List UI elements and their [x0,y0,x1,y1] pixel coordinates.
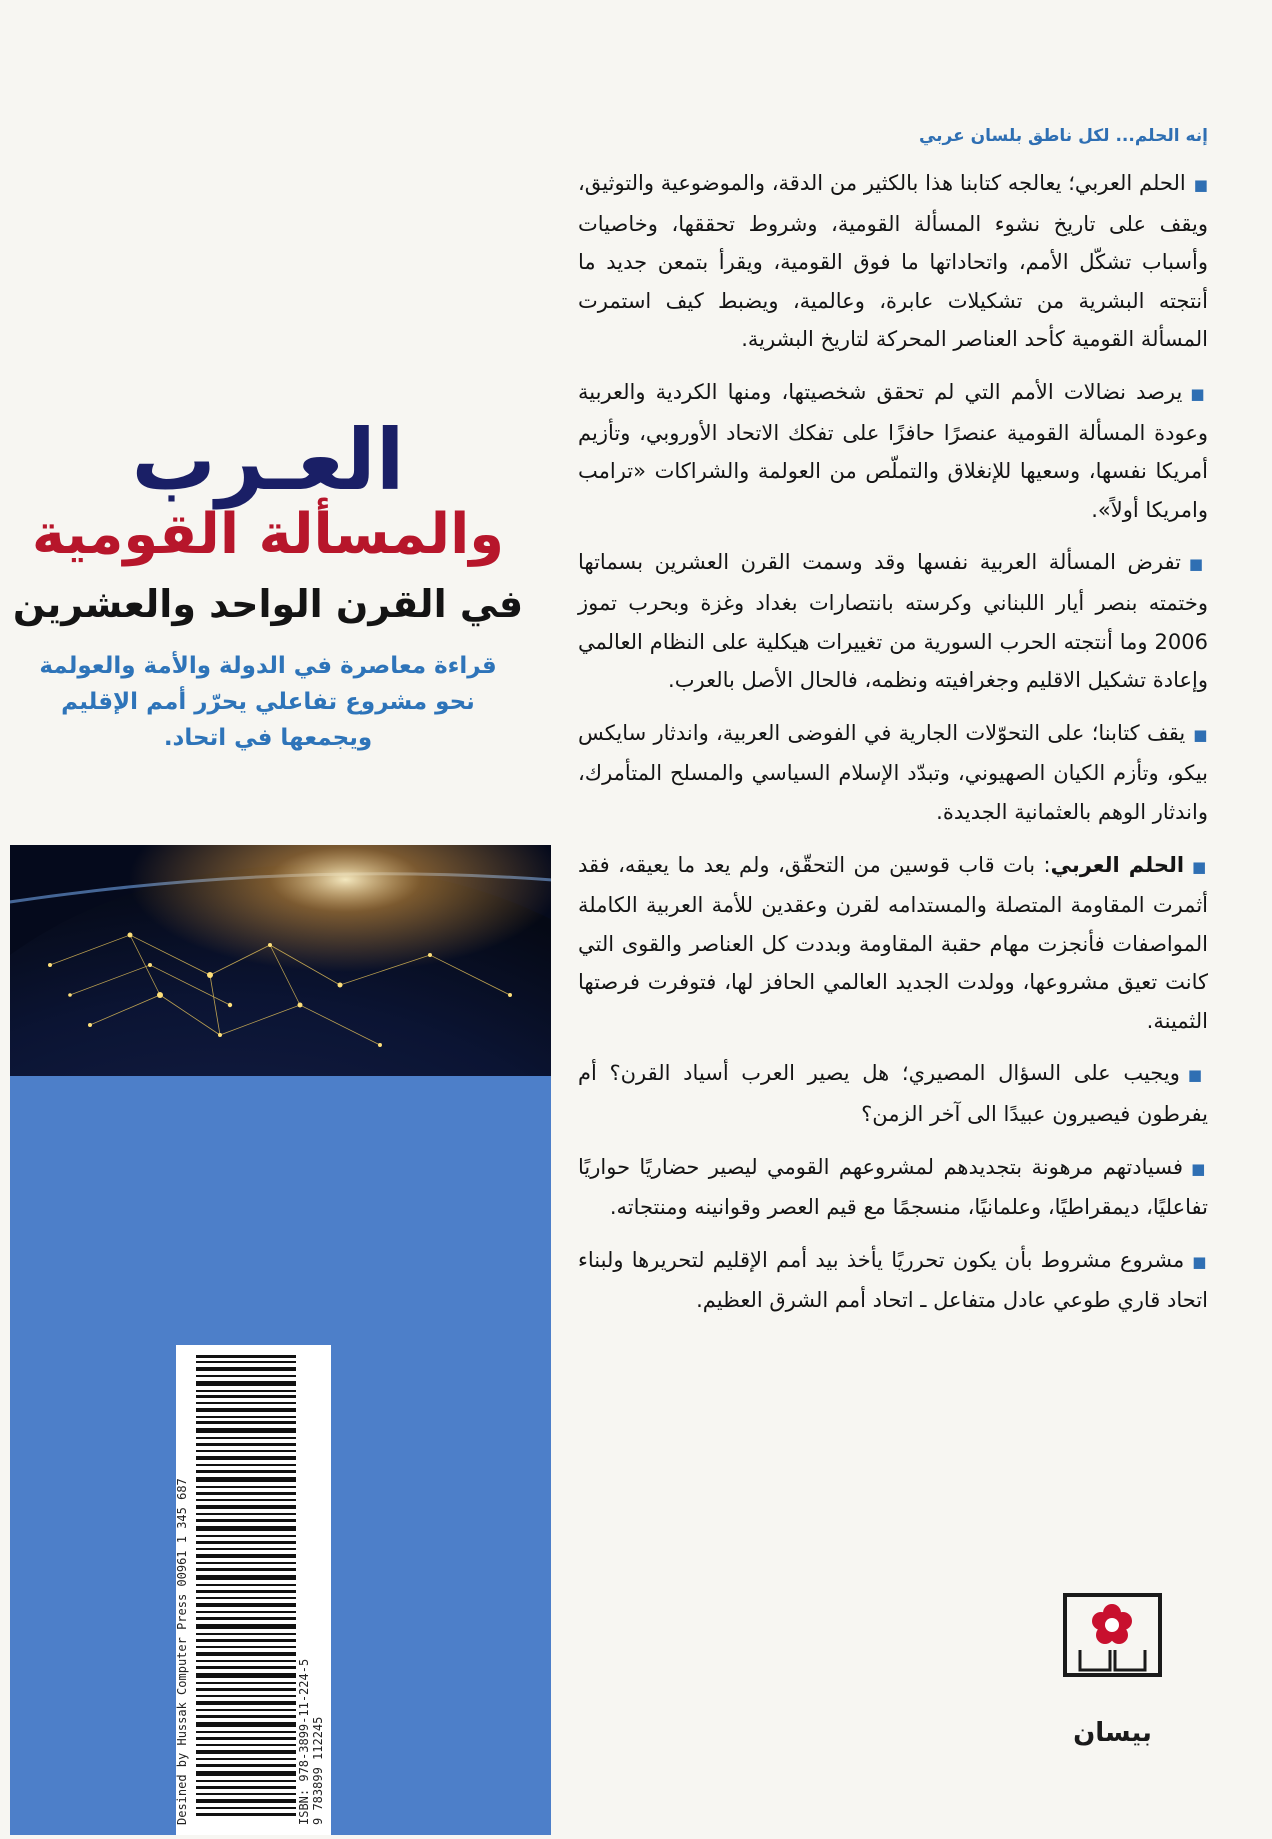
book-title-line1: العـرب [131,411,405,509]
barcode-credit: Desined by Hussak Computer Press 00961 1 345 687 [176,1478,189,1825]
bullet-icon: ■ [1191,1159,1208,1178]
title-block [0,411,536,756]
bullet-icon: ■ [1193,176,1208,194]
description-column [578,126,1208,1334]
subtitle-line1: قراءة معاصرة في الدولة والأمة والعولمة [39,653,497,679]
barcode-isbn: ISBN: 978-3899-11-224-5 [297,1658,311,1825]
paragraph-4: ■يقف كتابنا؛ على التحوّلات الجارية في الفوضى العربية، واندثار سايكس بيكو، وتأزم الكيان الصهيوني، وتبدّد الإسلام السياسي والمسلح المتأمرك، واندثار الوهم بالعثمانية الجديدة. [578,720,1208,824]
subtitle-line3: ويجمعها في اتحاد. [163,725,373,751]
publisher-name: بيسان [1073,1718,1152,1748]
bullet-icon: ■ [1188,555,1208,574]
paragraph-2: ■يرصد نضالات الأمم التي لم تحقق شخصيتها، ومنها الكردية والعربية وعودة المسألة القومية عنصرًا حافزًا على تفكك الاتحاد الأوروبي، وتأزيم أمريكا نفسها، وسعيها للإنغلاق والتملّص من العولمة والشراكات «ترامب وامريكا أولاً». [578,379,1208,522]
book-title-line3: في القرن الواحد والعشرين [12,582,524,626]
paragraph-7: ■فسيادتهم مرهونة بتجديدهم لمشروعهم القومي ليصير حضاريًا حواريًا تفاعليًا، ديمقراطيًا، وعلمانيًا، منسجمًا مع قيم العصر وقوانينه ومنتجاته. [578,1154,1208,1220]
bullet-icon: ■ [1187,1066,1208,1085]
bullet-icon: ■ [1193,725,1208,744]
paragraph-3: ■تفرض المسألة العربية نفسها وقد وسمت القرن العشرين بسماتها وختمته بنصر أيار اللبناني وكرسته بانتصارات بغداد وغزة وبحرب تموز 2006 وما أنتجته الحرب السورية من تغييرات هيكلية على النظام العالمي وإعادة تشكيل الاقليم وجغرافيته ونظمه، فالحال الأصل بالعرب. [578,550,1208,693]
subtitle-line2: نحو مشروع تفاعلي يحرّر أمم الإقليم [61,689,475,715]
paragraph-1: ■الحلم العربي؛ يعالجه كتابنا هذا بالكثير من الدقة، والموضوعية والتوثيق، ويقف على تاريخ نشوء المسألة القومية، وشروط تحققها، وخاصيات وأسباب تشكّل الأمم، واتحاداتها ما فوق القومية، ويقرأ بتمعن جديد ما أنتجته البشرية من تشكيلات عابرة، وعالمية، ويضبط كيف استمرت المسألة القومية كأحد العناصر المحركة لتاريخ البشرية. [578,171,1208,352]
publisher-logo-icon [1055,1590,1170,1720]
barcode-digits: 9 783899 112245 [311,1716,325,1825]
paragraph-5: ■الحلم العربي: بات قاب قوسين من التحقّق، ولم يعد ما يعيقه، فقد أثمرت المقاومة المتصلة والمستدامه لقرن وعقدين للأمة العربية الكاملة المواصفات فأنجزت مهام حقبة المقاومة وبددت كل العناصر والقوى التي كانت تعيق مشروعها، وولدت الجديد العالمي الحافز لها، فتوفرت فرصتها الثمينة. [578,852,1208,1033]
barcode [176,1345,331,1835]
bullet-icon: ■ [1190,384,1208,403]
bullet-icon: ■ [1192,1252,1208,1271]
book-title-line2: والمسألة القومية [31,502,505,567]
paragraph-6: ■ويجيب على السؤال المصيري؛ هل يصير العرب أسياد القرن؟ أم يفرطون فيصيرون عبيدًا الى آخر الزمن؟ [578,1061,1208,1127]
bullet-icon: ■ [1192,857,1208,876]
tagline: إنه الحلم... لكل ناطق بلسان عربي [918,126,1208,146]
paragraph-8: ■مشروع مشروط بأن يكون تحرريًا يأخذ بيد أمم الإقليم لتحريرها ولبناء اتحاد قاري طوعي عادل متفاعل ـ اتحاد أمم الشرق العظيم. [578,1247,1208,1313]
earth-night-image [10,845,551,1076]
